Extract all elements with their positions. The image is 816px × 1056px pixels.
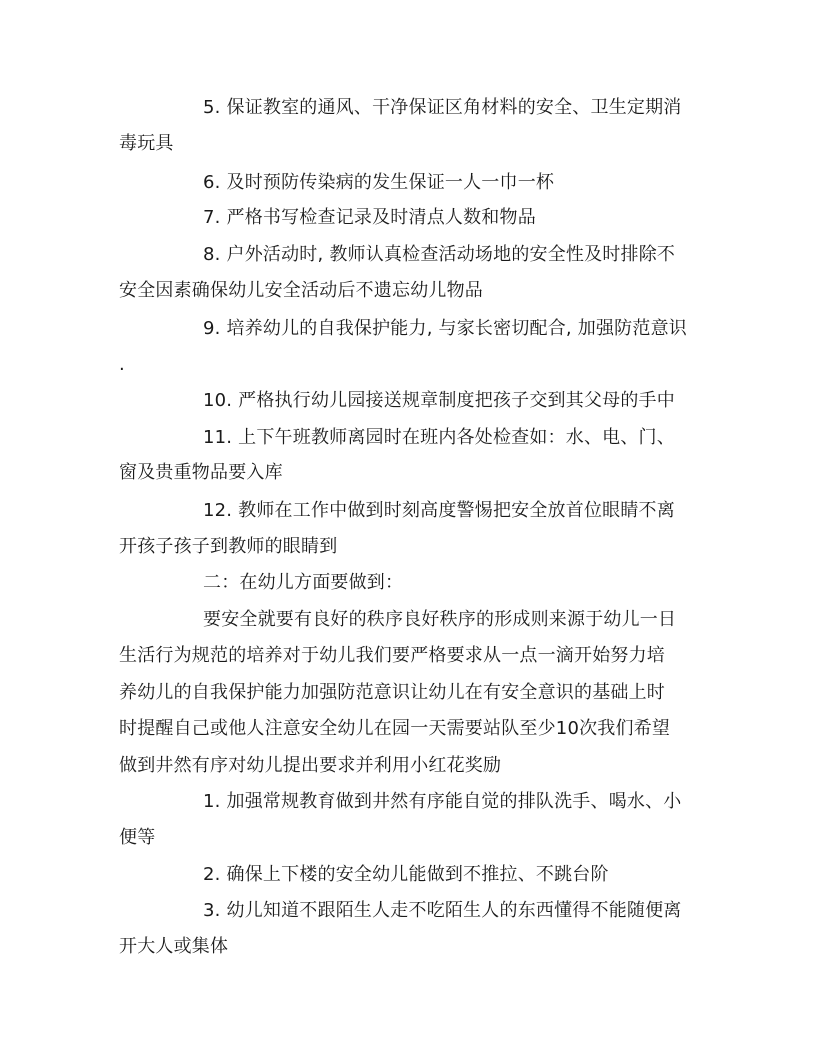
text-line: 11. 上下午班教师离园时在班内各处检查如：水、电、门、 <box>203 427 675 448</box>
text-line: 开大人或集体 <box>119 936 229 957</box>
text-line: 要安全就要有良好的秩序良好秩序的形成则来源于幼儿一日 <box>203 609 677 630</box>
text-line: 8. 户外活动时, 教师认真检查活动场地的安全性及时排除不 <box>203 244 676 265</box>
text-line: 做到井然有序对幼儿提出要求并利用小红花奖励 <box>119 755 502 776</box>
text-line: 时提醒自己或他人注意安全幼儿在园一天需要站队至少10次我们希望 <box>119 718 671 739</box>
text-line: 7. 严格书写检查记录及时清点人数和物品 <box>203 207 536 228</box>
text-line: 3. 幼儿知道不跟陌生人走不吃陌生人的东西懂得不能随便离 <box>203 900 682 921</box>
text-line: 1. 加强常规教育做到井然有序能自觉的排队洗手、喝水、小 <box>203 791 682 812</box>
text-line: 6. 及时预防传染病的发生保证一人一巾一杯 <box>203 172 555 193</box>
text-line: 12. 教师在工作中做到时刻高度警惕把安全放首位眼睛不离 <box>203 500 675 521</box>
text-line: 养幼儿的自我保护能力加强防范意识让幼儿在有安全意识的基础上时 <box>119 682 665 703</box>
text-line: 9. 培养幼儿的自我保护能力, 与家长密切配合, 加强防范意识 <box>203 318 687 339</box>
text-line: . <box>119 354 125 375</box>
text-line: 生活行为规范的培养对于幼儿我们要严格要求从一点一滴开始努力培 <box>119 645 665 666</box>
section-heading: 二：在幼儿方面要做到： <box>203 572 404 593</box>
text-line: 5. 保证教室的通风、干净保证区角材料的安全、卫生定期消 <box>203 97 682 118</box>
text-line: 窗及贵重物品要入库 <box>119 462 283 483</box>
text-line: 安全因素确保幼儿安全活动后不遗忘幼儿物品 <box>119 280 483 301</box>
text-line: 便等 <box>119 827 156 848</box>
text-line: 2. 确保上下楼的安全幼儿能做到不推拉、不跳台阶 <box>203 864 609 885</box>
text-line: 毒玩具 <box>119 133 174 154</box>
text-line: 开孩子孩子到教师的眼睛到 <box>119 536 338 557</box>
text-line: 10. 严格执行幼儿园接送规章制度把孩子交到其父母的手中 <box>203 390 675 411</box>
